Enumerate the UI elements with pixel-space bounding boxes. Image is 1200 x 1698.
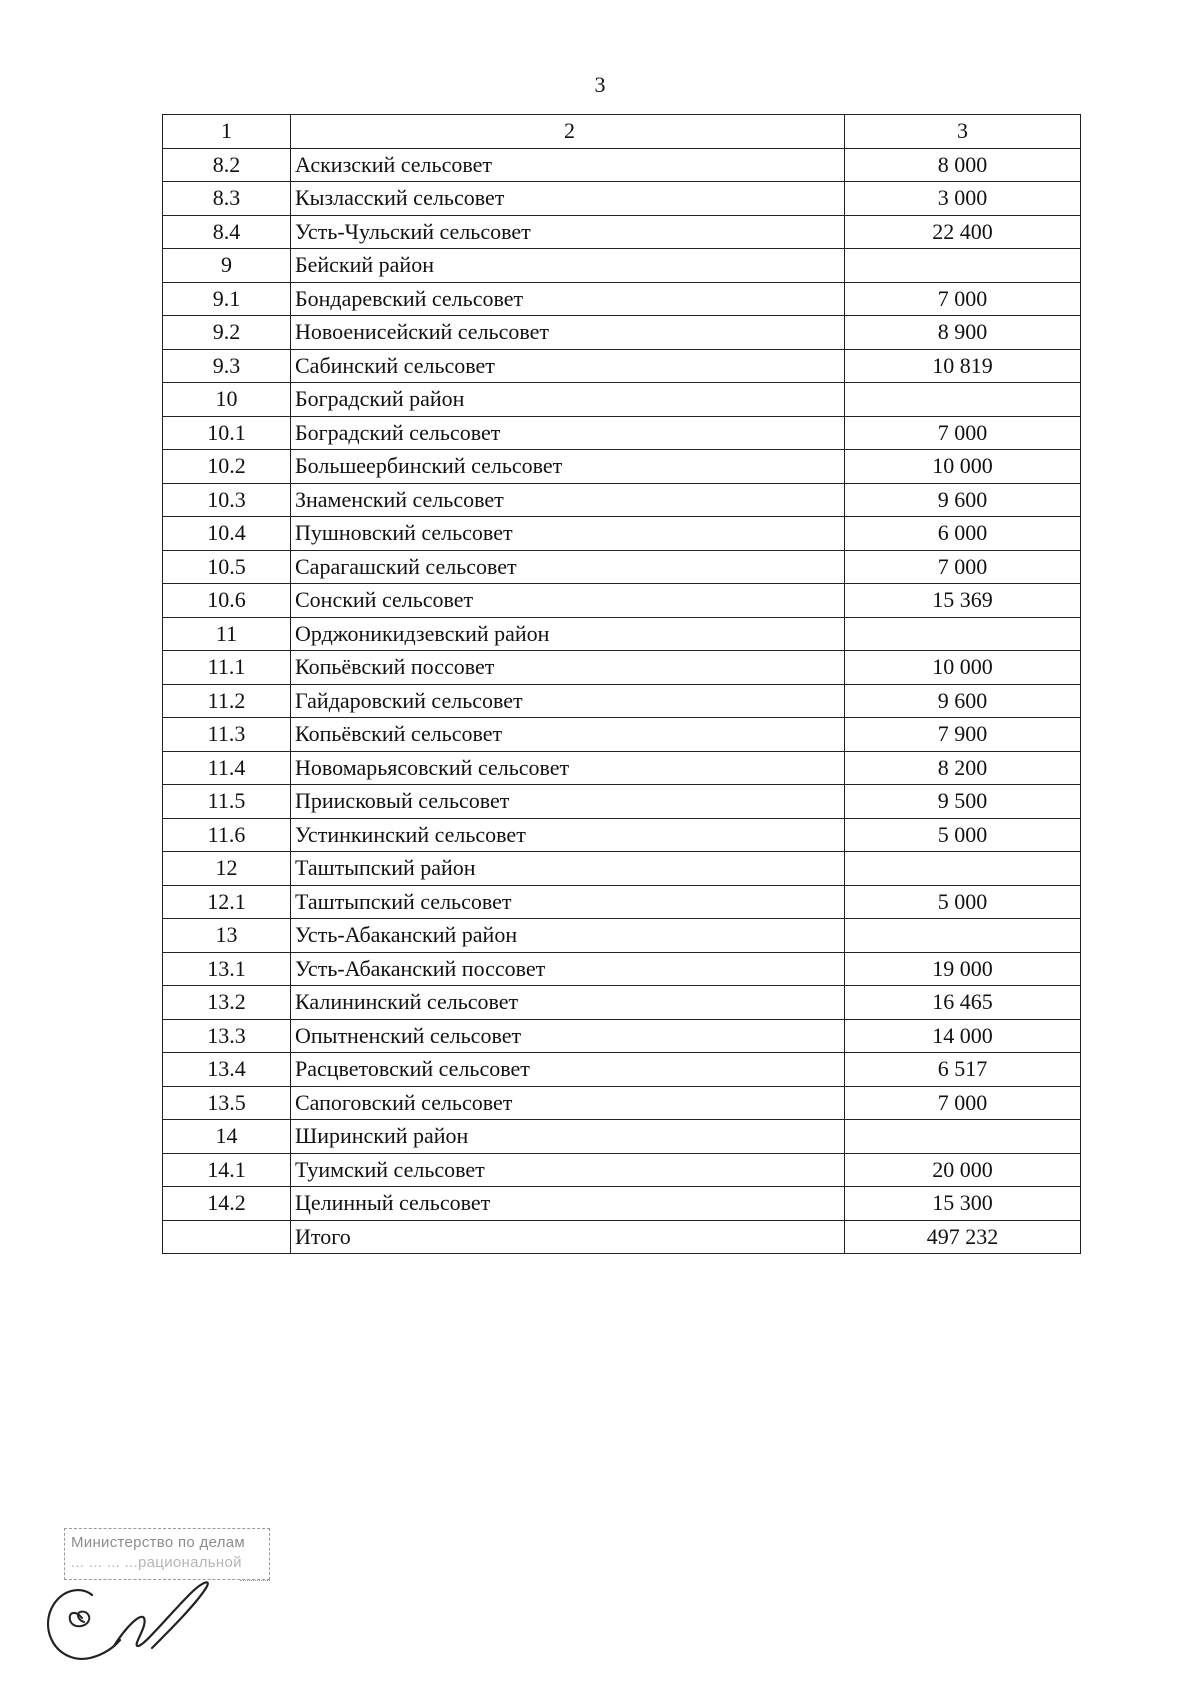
table-row: [163, 483, 1081, 517]
row-name-cell: Большеербинский сельсовет: [291, 450, 845, 484]
header-col-1: 1: [163, 115, 291, 149]
row-number-cell: 14: [163, 1120, 291, 1154]
table-body: [163, 115, 1081, 1254]
table-row: [163, 249, 1081, 283]
row-value-cell: [845, 383, 1081, 417]
row-number-cell: 9.1: [163, 282, 291, 316]
table-row: [163, 584, 1081, 618]
row-value-cell: 14 000: [845, 1019, 1081, 1053]
row-number-cell: 13.3: [163, 1019, 291, 1053]
table-row: [163, 885, 1081, 919]
row-number-cell: 10.3: [163, 483, 291, 517]
table-row: [163, 986, 1081, 1020]
row-value-cell: 10 819: [845, 349, 1081, 383]
row-number-cell: 10.6: [163, 584, 291, 618]
row-number-cell: 9.3: [163, 349, 291, 383]
row-value-cell: 7 000: [845, 416, 1081, 450]
row-value-cell: [845, 852, 1081, 886]
stamp-line-2: ... ... ... ...рациональной: [71, 1554, 242, 1571]
row-number-cell: 8.2: [163, 148, 291, 182]
row-number-cell: 13.5: [163, 1086, 291, 1120]
row-name-cell: Опытненский сельсовет: [291, 1019, 845, 1053]
row-number-cell: 12.1: [163, 885, 291, 919]
row-number-cell: 10.5: [163, 550, 291, 584]
table-row: [163, 517, 1081, 551]
table-row: [163, 684, 1081, 718]
row-name-cell: Копьёвский сельсовет: [291, 718, 845, 752]
table-row: [163, 785, 1081, 819]
row-value-cell: [845, 249, 1081, 283]
row-value-cell: 7 000: [845, 550, 1081, 584]
table-row: [163, 617, 1081, 651]
table-row: [163, 416, 1081, 450]
row-value-cell: 15 369: [845, 584, 1081, 618]
allocation-table: [162, 114, 1081, 1254]
table-row: [163, 1220, 1081, 1254]
table-row: [163, 282, 1081, 316]
row-value-cell: 3 000: [845, 182, 1081, 216]
row-name-cell: Сапоговский сельсовет: [291, 1086, 845, 1120]
table-row: [163, 952, 1081, 986]
table-row: [163, 919, 1081, 953]
row-name-cell: Таштыпский район: [291, 852, 845, 886]
row-number-cell: 10.2: [163, 450, 291, 484]
row-value-cell: 22 400: [845, 215, 1081, 249]
row-number-cell: 11.2: [163, 684, 291, 718]
row-number-cell: 14.1: [163, 1153, 291, 1187]
row-number-cell: 13: [163, 919, 291, 953]
row-name-cell: Орджоникидзевский район: [291, 617, 845, 651]
row-name-cell: Сарагашский сельсовет: [291, 550, 845, 584]
table-row: [163, 1120, 1081, 1154]
row-name-cell: Усть-Чульский сельсовет: [291, 215, 845, 249]
row-number-cell: 12: [163, 852, 291, 886]
row-name-cell: Устинкинский сельсовет: [291, 818, 845, 852]
row-number-cell: [163, 1220, 291, 1254]
row-number-cell: 8.4: [163, 215, 291, 249]
row-value-cell: 9 500: [845, 785, 1081, 819]
row-value-cell: 9 600: [845, 684, 1081, 718]
row-number-cell: 14.2: [163, 1187, 291, 1221]
table-row: [163, 751, 1081, 785]
row-name-cell: Таштыпский сельсовет: [291, 885, 845, 919]
table-row: [163, 316, 1081, 350]
table-row: [163, 1019, 1081, 1053]
table-row: [163, 1053, 1081, 1087]
table-row: [163, 148, 1081, 182]
row-value-cell: 6 000: [845, 517, 1081, 551]
row-name-cell: Копьёвский поссовет: [291, 651, 845, 685]
table-row: [163, 1187, 1081, 1221]
row-name-cell: Боградский сельсовет: [291, 416, 845, 450]
row-number-cell: 8.3: [163, 182, 291, 216]
row-value-cell: [845, 617, 1081, 651]
allocation-table-container: [162, 114, 1080, 1254]
row-name-cell: Бондаревский сельсовет: [291, 282, 845, 316]
row-number-cell: 13.2: [163, 986, 291, 1020]
table-row: [163, 1086, 1081, 1120]
row-name-cell: Новомарьясовский сельсовет: [291, 751, 845, 785]
table-row: [163, 450, 1081, 484]
row-value-cell: 7 000: [845, 282, 1081, 316]
row-name-cell: Ширинский район: [291, 1120, 845, 1154]
stamp-tail: [240, 1580, 270, 1582]
row-name-cell: Усть-Абаканский район: [291, 919, 845, 953]
row-value-cell: 497 232: [845, 1220, 1081, 1254]
row-value-cell: 16 465: [845, 986, 1081, 1020]
row-name-cell: Калининский сельсовет: [291, 986, 845, 1020]
row-name-cell: Туимский сельсовет: [291, 1153, 845, 1187]
row-value-cell: 15 300: [845, 1187, 1081, 1221]
row-name-cell: Кызласский сельсовет: [291, 182, 845, 216]
row-name-cell: Гайдаровский сельсовет: [291, 684, 845, 718]
row-number-cell: 10.1: [163, 416, 291, 450]
table-header-row: [163, 115, 1081, 149]
row-name-cell: Итого: [291, 1220, 845, 1254]
row-number-cell: 10.4: [163, 517, 291, 551]
row-number-cell: 11.3: [163, 718, 291, 752]
stamp-line-1: Министерство по делам: [71, 1534, 246, 1551]
table-row: [163, 550, 1081, 584]
row-name-cell: Сабинский сельсовет: [291, 349, 845, 383]
table-row: [163, 349, 1081, 383]
row-number-cell: 11.5: [163, 785, 291, 819]
row-name-cell: Усть-Абаканский поссовет: [291, 952, 845, 986]
table-row: [163, 215, 1081, 249]
row-number-cell: 13.4: [163, 1053, 291, 1087]
table-row: [163, 718, 1081, 752]
row-value-cell: 7 900: [845, 718, 1081, 752]
page-number: 3: [594, 72, 606, 97]
row-name-cell: Пушновский сельсовет: [291, 517, 845, 551]
row-number-cell: 11.6: [163, 818, 291, 852]
row-value-cell: 6 517: [845, 1053, 1081, 1087]
row-value-cell: 20 000: [845, 1153, 1081, 1187]
row-value-cell: [845, 1120, 1081, 1154]
row-value-cell: 5 000: [845, 818, 1081, 852]
row-value-cell: 7 000: [845, 1086, 1081, 1120]
row-value-cell: 8 000: [845, 148, 1081, 182]
row-value-cell: 9 600: [845, 483, 1081, 517]
row-number-cell: 13.1: [163, 952, 291, 986]
row-name-cell: Новоенисейский сельсовет: [291, 316, 845, 350]
row-name-cell: Боградский район: [291, 383, 845, 417]
header-col-2: 2: [291, 115, 845, 149]
row-number-cell: 10: [163, 383, 291, 417]
row-name-cell: Целинный сельсовет: [291, 1187, 845, 1221]
row-value-cell: 10 000: [845, 651, 1081, 685]
row-number-cell: 11.4: [163, 751, 291, 785]
table-row: [163, 651, 1081, 685]
row-name-cell: Знаменский сельсовет: [291, 483, 845, 517]
table-row: [163, 182, 1081, 216]
row-number-cell: 9.2: [163, 316, 291, 350]
row-number-cell: 9: [163, 249, 291, 283]
row-name-cell: Расцветовский сельсовет: [291, 1053, 845, 1087]
table-row: [163, 1153, 1081, 1187]
handwritten-signature: [40, 1560, 240, 1670]
table-row: [163, 852, 1081, 886]
row-name-cell: Приисковый сельсовет: [291, 785, 845, 819]
row-name-cell: Аскизский сельсовет: [291, 148, 845, 182]
row-name-cell: Сонский сельсовет: [291, 584, 845, 618]
table-row: [163, 383, 1081, 417]
row-value-cell: 8 200: [845, 751, 1081, 785]
row-number-cell: 11.1: [163, 651, 291, 685]
row-value-cell: [845, 919, 1081, 953]
row-value-cell: 10 000: [845, 450, 1081, 484]
table-row: [163, 818, 1081, 852]
row-number-cell: 11: [163, 617, 291, 651]
row-name-cell: Бейский район: [291, 249, 845, 283]
row-value-cell: 19 000: [845, 952, 1081, 986]
header-col-3: 3: [845, 115, 1081, 149]
row-value-cell: 8 900: [845, 316, 1081, 350]
row-value-cell: 5 000: [845, 885, 1081, 919]
